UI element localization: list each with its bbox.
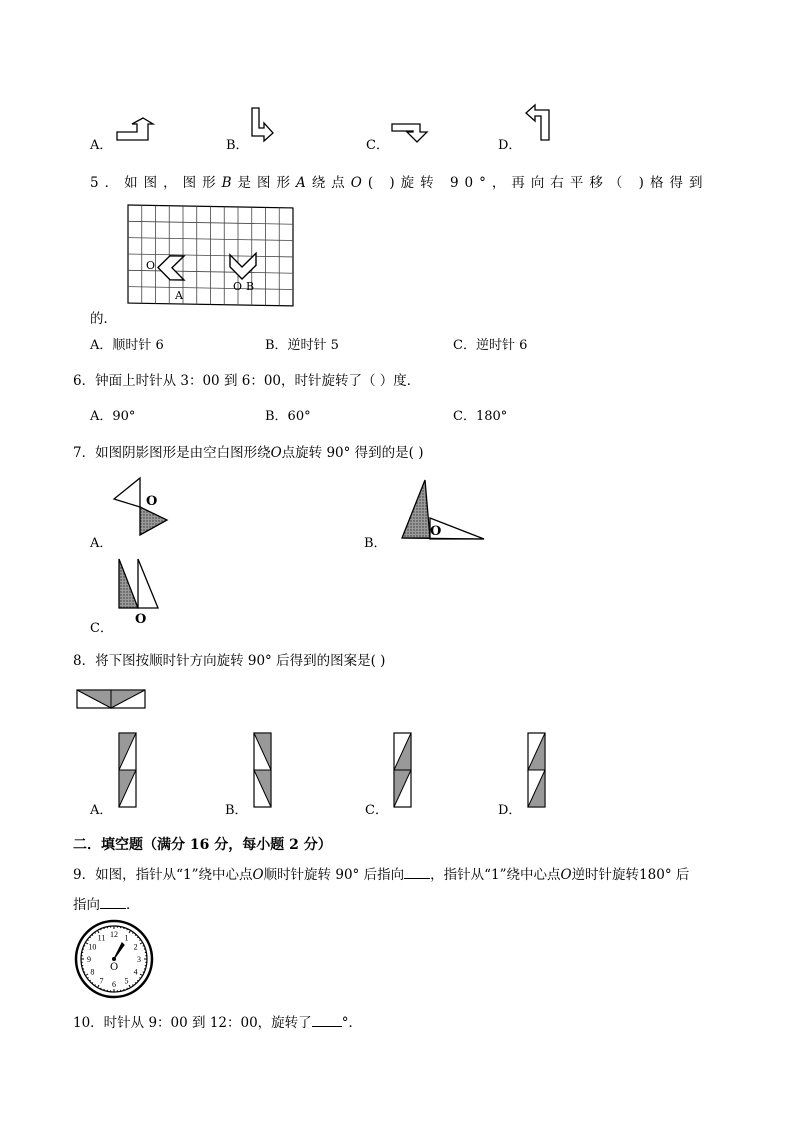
clock-number: 12 (110, 930, 118, 939)
q9-line-1 (73, 863, 689, 883)
clock-number: 7 (99, 976, 104, 986)
q4-option-b-label: B． (226, 138, 249, 153)
q8-option-b: B． (225, 803, 248, 818)
q6-option-a: A．90° (90, 409, 136, 424)
q9-text-4: 逆时针旋转180° 后 (571, 867, 690, 883)
clock-number: 5 (124, 976, 129, 986)
q7-option-b: B． (364, 536, 387, 551)
q5-text-1: 5．如图，图形 (90, 175, 222, 191)
q5-text-4: ( )旋转 90°，再向右平移（ )格得到 (367, 175, 709, 191)
q5-text-end: 的． (90, 311, 117, 327)
q8-option-d-figure (526, 731, 548, 809)
q7-figure-a (110, 475, 172, 539)
q6-option-c: C．180° (453, 409, 508, 424)
q9-blank-2 (100, 896, 126, 909)
q9-text-6: ． (126, 897, 140, 913)
q5-text-2: 是图形 (237, 175, 297, 191)
section-2-title: 二．填空题（满分 16 分，每小题 2 分） (73, 837, 332, 853)
q7-option-a: A． (90, 536, 113, 551)
clock-number: 3 (137, 955, 141, 964)
clock-tick (143, 972, 144, 973)
q5-var-b: B (221, 175, 238, 191)
q5-grid-figure (126, 203, 296, 307)
clock-tick (95, 984, 96, 985)
q7-figure-b (398, 478, 488, 542)
clock-tick (139, 940, 140, 941)
q5-grid-label-a: A (175, 289, 183, 302)
q4-option-a-label: A． (90, 138, 113, 153)
q7-c-label-o: O (135, 612, 147, 627)
q8-option-d: D． (498, 803, 522, 818)
q9-var-o-2: O (560, 867, 572, 883)
q5-option-a: A．顺时针 6 (90, 338, 164, 353)
q6-question: 6．钟面上时针从 3：00 到 6：00，时针旋转了（ ）度． (73, 373, 421, 389)
q5-question (90, 171, 708, 191)
q7-option-c: C． (90, 621, 113, 636)
q10-text-1: 10．时针从 9：00 到 12：00，旋转了 (73, 1015, 312, 1031)
q10-question (73, 1011, 362, 1031)
q5-grid-label-o2: O (233, 280, 243, 293)
q4-figure-c (390, 122, 430, 144)
q7-figure-c (114, 555, 162, 615)
clock-tick (133, 984, 134, 985)
q9-text-1: 9．如图，指针从“1”绕中心点 (73, 867, 253, 883)
q6-option-b: B．60° (265, 409, 311, 424)
q7-b-label-o: O (430, 524, 442, 539)
q7-question (73, 441, 424, 461)
q7-a-label-o: O (146, 494, 158, 509)
q10-text-2: °． (341, 1015, 362, 1031)
clock-number: 2 (133, 942, 138, 952)
q9-var-o-1: O (252, 867, 264, 883)
clock-tick (101, 988, 102, 989)
clock-number: 1 (124, 933, 129, 943)
q8-option-a-figure (117, 731, 139, 809)
q4-option-c-label: C． (366, 138, 389, 153)
q4-figure-d (525, 104, 553, 142)
q8-option-a: A． (90, 803, 113, 818)
q9-clock-center-label: O (110, 962, 119, 973)
q8-question: 8．将下图按顺时针方向旋转 90° 后得到的图案是( ) (73, 653, 386, 669)
clock-tick (133, 932, 134, 933)
clock-number: 8 (90, 967, 95, 977)
clock-number: 9 (87, 955, 91, 964)
q8-source-figure (75, 688, 147, 710)
q8-option-c: C． (365, 803, 388, 818)
clock-tick (101, 929, 102, 930)
q9-text-5: 指向 (73, 897, 100, 913)
q4-figure-b (250, 106, 276, 142)
q5-var-a: A (296, 175, 312, 191)
clock-tick (84, 972, 85, 973)
q4-figure-a (115, 118, 155, 142)
clock-number: 6 (112, 980, 116, 989)
q5-option-c: C．逆时针 6 (453, 338, 528, 353)
q5-grid-label-b: B (246, 280, 255, 293)
clock-tick (127, 929, 128, 930)
q5-var-o: O (350, 175, 368, 191)
clock-number: 4 (133, 967, 138, 977)
clock-tick (87, 978, 88, 979)
clock-tick (127, 988, 128, 989)
q7-var-o: O (270, 445, 282, 461)
q7-text-2: 点旋转 90° 得到的是( ) (281, 445, 424, 461)
clock-tick (87, 940, 88, 941)
clock-tick (139, 978, 140, 979)
clock-number: 11 (97, 933, 106, 943)
q5-text-3: 绕点 (311, 175, 351, 191)
q5-option-b: B．逆时针 5 (265, 338, 339, 353)
q10-blank (312, 1014, 342, 1027)
clock-tick (143, 946, 144, 947)
q5-grid-label-o1: O (146, 259, 156, 272)
q8-option-b-figure (252, 731, 274, 809)
q4-option-d-label: D． (498, 138, 522, 153)
q8-option-c-figure (392, 731, 414, 809)
q9-clock-figure (73, 918, 155, 1000)
clock-number: 10 (88, 942, 97, 952)
q9-text-2: 顺时针旋转 90° 后指向 (263, 867, 405, 883)
q7-text-1: 7．如图阴影图形是由空白图形绕 (73, 445, 271, 461)
clock-tick (84, 946, 85, 947)
q9-text-3: ，指针从“1”绕中心点 (430, 867, 561, 883)
q9-blank-1 (404, 866, 430, 879)
q9-line-2 (73, 893, 140, 913)
clock-tick (95, 932, 96, 933)
